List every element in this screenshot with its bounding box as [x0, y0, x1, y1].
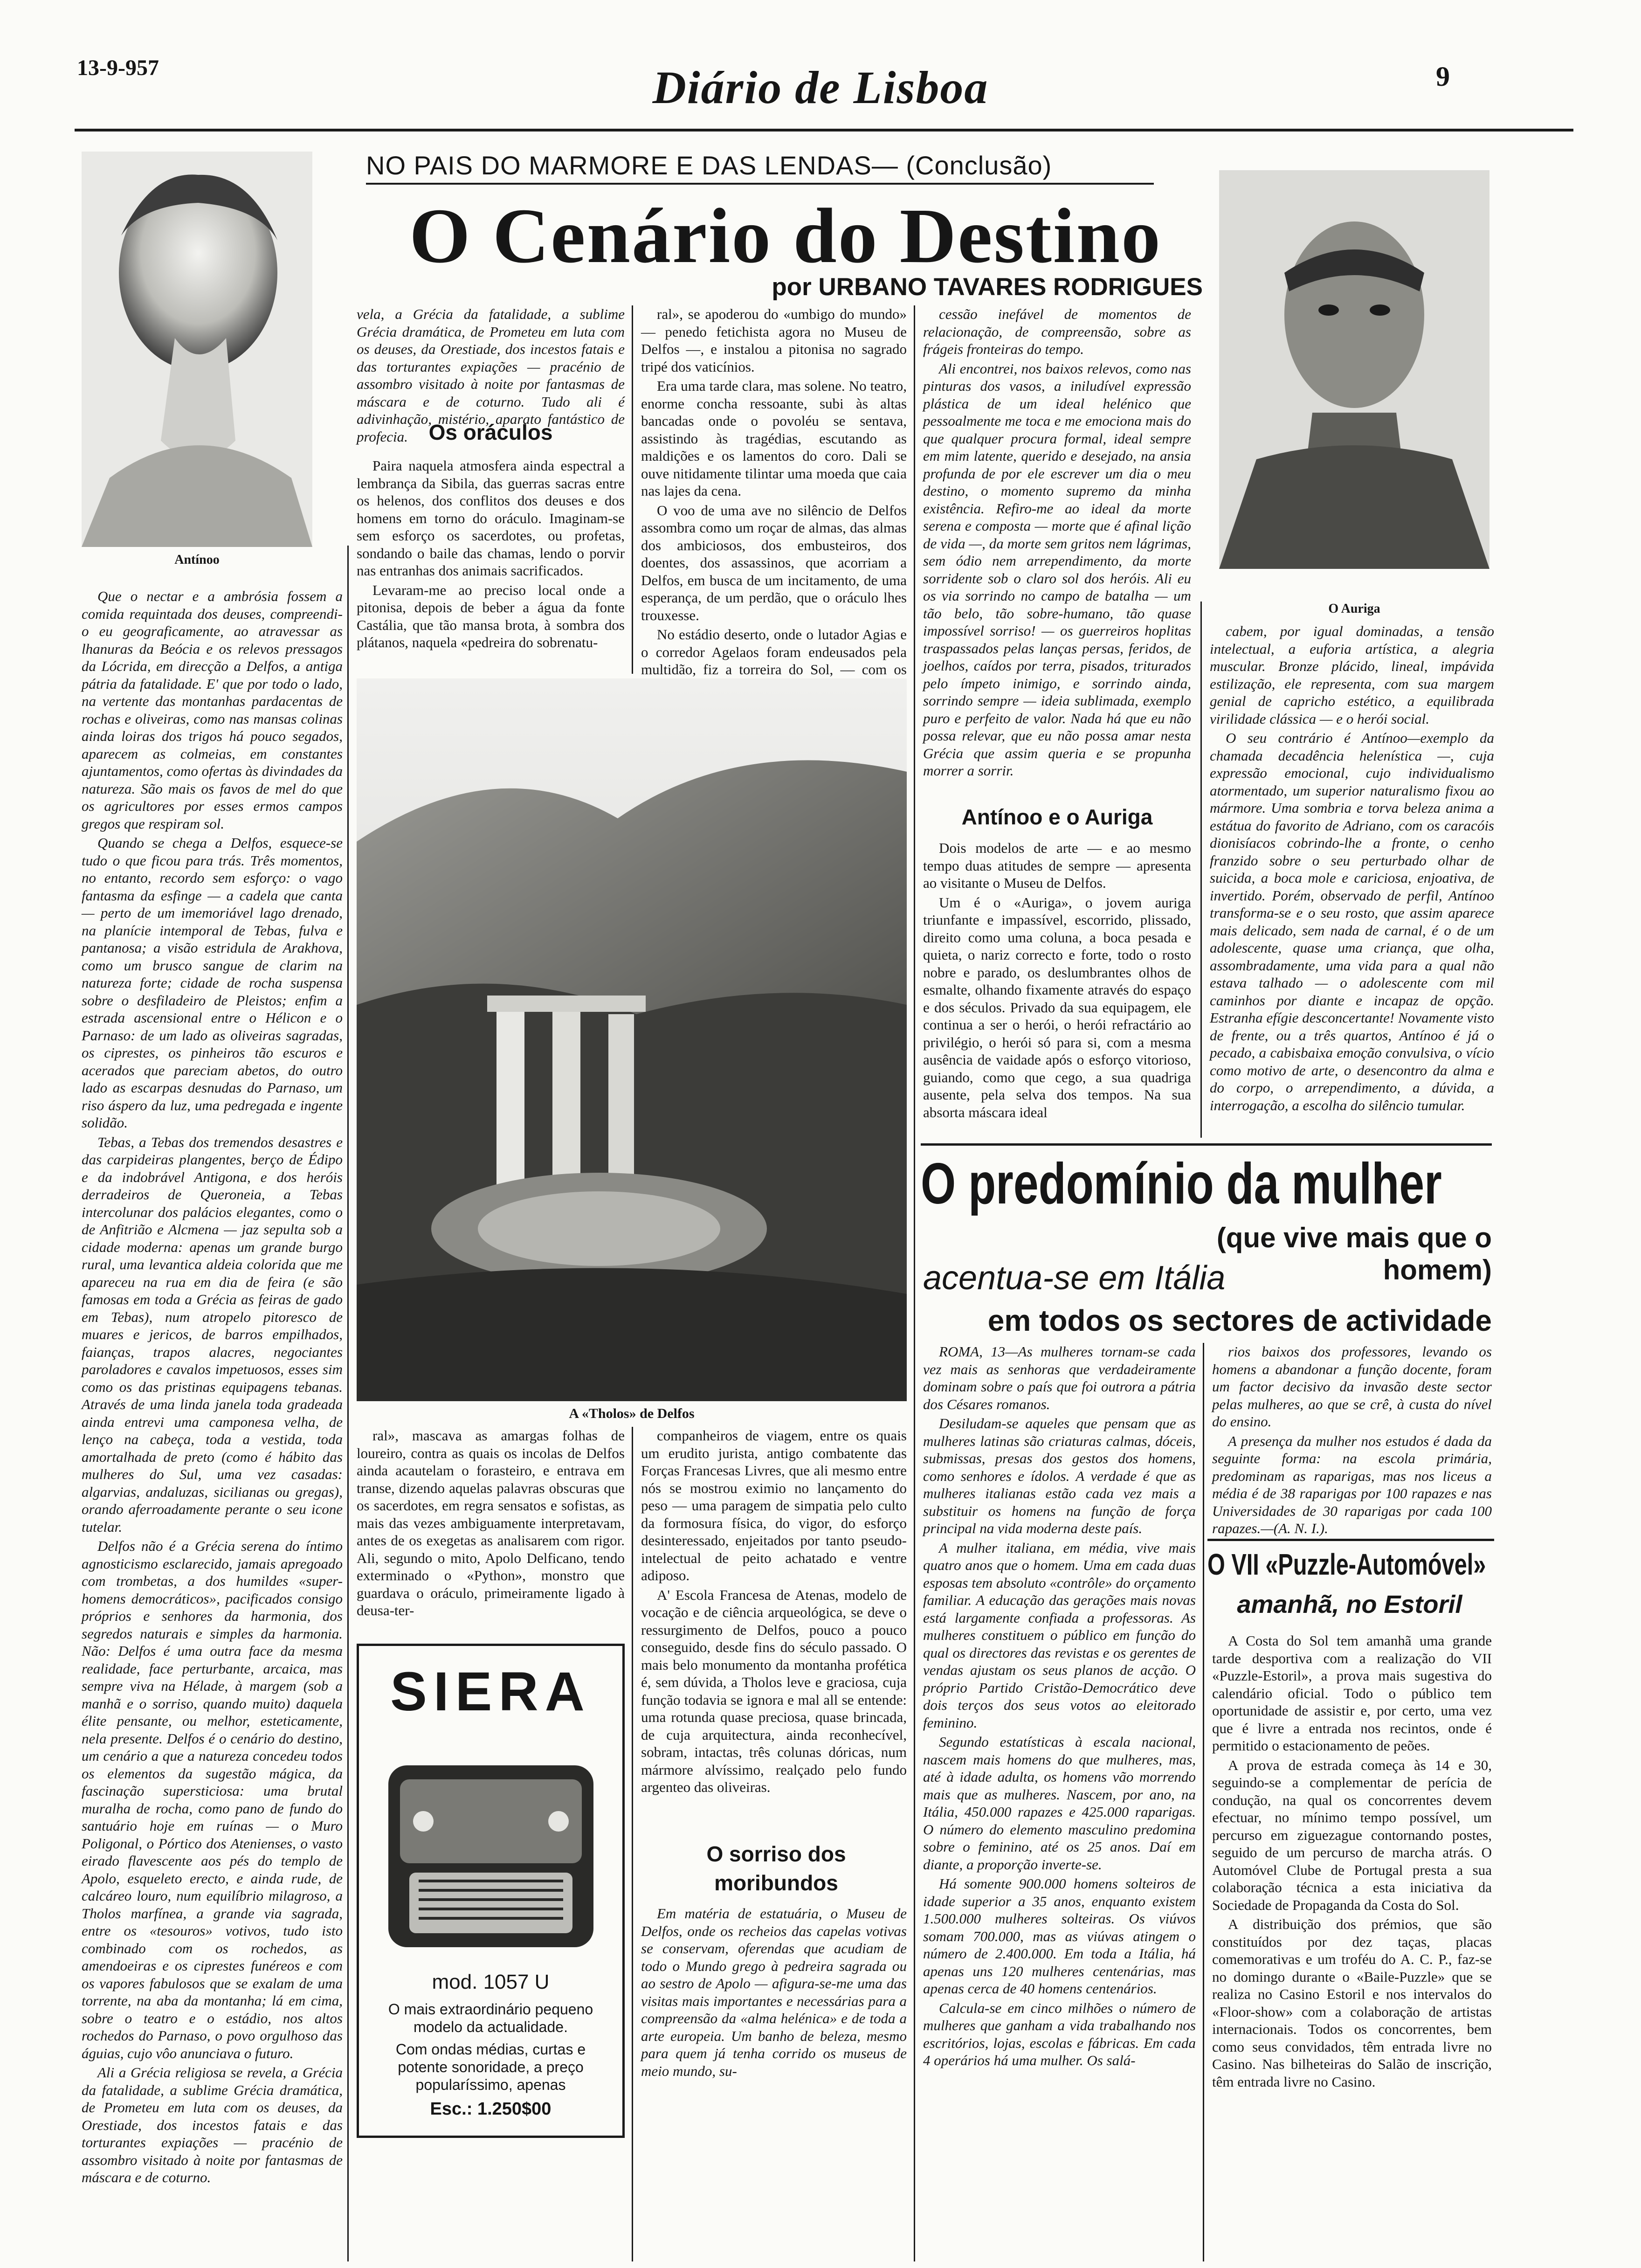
article2-deck1: acentua-se em Itália [923, 1259, 1226, 1297]
paragraph: A' Escola Francesa de Atenas, modelo de vocação e de ciência arqueológica, se deve o ressurgimento de Delfos, pouco a pouco conseguido, desde fins do século passado. O mais belo monumento da montanha profética é, sem dúvida, a Tholos leve e graciosa, cuja função todavia se ignora e mal all se entende: uma rotunda quase preciosa, quase brincada, de cuja arquitectura, ainda reconhecível, sobram, intactas, três colunas dóricas, num mármore alvíssimo, realçado pelo fundo argenteo das oliveiras. [641, 1586, 907, 1795]
article2-title: O predomínio da mulher [921, 1152, 1442, 1216]
column-rule [1200, 602, 1202, 1138]
paragraph: No estádio deserto, onde o lutador Agias e o corredor Agelaos foram endeusados pela multidão, fiz a torreira do Sol, — com os [641, 626, 907, 678]
paragraph: companheiros de viagem, entre os quais um erudito jurista, antigo combatente das Forças Francesas Livres, que ali mesmo entre nós se mostrou eximio no lançamento do peso — uma paragem de simpatia pelo culto da formosura física, do vigor, do esforço desinteressado, enjeitados por tanto pseudo-intelectual de peito achatado e ventre adiposo. [641, 1427, 907, 1583]
paragraph: O seu contrário é Antínoo—exemplo da chamada decadência helenística —, cuja expressão emocional, cujo individualismo atormentado, um superior naturalismo fixou ao mármore. Uma sombria e torva beleza anima a estátua do favorito de Adriano, com os caracóis dionisíacos cobrindo-lhe a fronte, o cenho franzido sobre o seu perturbado olhar de suicida, a boca mole e cariciosa, enjoativa, de invertido. Porém, observado de perfil, Antínoo transforma-se e o seu rosto, que assim aparece mais delicado, sem nada de carnal, é o de um adolescente, quase uma criança, que olha, assombradamente, uma vida para a qual não estava talhado — o adolescente com mil caminhos por diante e incapaz de opção. Estranha efígie desconcertante! Novamente visto de frente, ou a três quartos, Antínoo é já o pecado, a cabisbaixa emoção convulsiva, o vício como motivo de arte, o desencontro da alma e do corpo, o arrependimento, a dúvida, a interrogação, a escolha do silêncio tumular. [1210, 730, 1494, 1113]
masthead-title: Diário de Lisboa [652, 62, 989, 113]
column-rule [632, 305, 633, 674]
tholos-caption: A «Tholos» de Delfos [569, 1406, 695, 1421]
siera-ad [357, 1644, 625, 2138]
page-number: 9 [1436, 61, 1450, 92]
paragraph: Quando se chega a Delfos, esquece-se tudo o que ficou para trás. Três momentos, no entanto, recordo sem esforço: o vago fantasma da esfinge — a cadela que canta — perto de um imemoriável lago drenado, na planície intemporal de Tebas, fulva e pantanosa; a visão estridula de Arakhova, como um brusco sangue de clarim na natureza forte; cidade de rocha suspensa sobre o desfiladeiro de Pleistos; enfim a estrada ascensional entre o Hélicon e o Parnaso: de um lado as oliveiras sagradas, os ciprestes, os pinheiros tão escuros e acerados que pareciam abetos, do outro lado as escarpas desnudas do Parnaso, um riso áspero da luz, uma pedregada e ingente solidão. [82, 835, 343, 1131]
article3-body [1212, 1632, 1492, 2261]
paragraph: Segundo estatísticas à escala nacional, nascem mais homens do que mulheres, mas, até à idade adulta, os homens vão morrendo mais que as mulheres. Nascem, por ano, na Itália, 450.000 rapazes e 425.000 raparigas. O número do elemento masculino predomina sobre o feminino, até os 25 anos. Daí em diante, a proporção inverte-se. [923, 1734, 1196, 1873]
auriga-caption: O Auriga [1328, 602, 1380, 616]
kicker-text: NO PAIS DO MARMORE E DAS LENDAS— [366, 151, 898, 180]
article1-column-4 [923, 305, 1191, 800]
paragraph: Tebas, a Tebas dos tremendos desastres e das carpideiras plangentes, berço de Édipo e da indobrável Antigona, e dos heróis derradeiros de Queroneia, a Tebas intercolunar dos palácios elegantes, como o de Anfitrião e Alcmena — jaz sepulta sob a cidade moderna: apenas um grande burgo rural, uma levantica aldeia colorida que me apareceu na rua em dia de feira (e são famosas em toda a Grécia as feiras de gado em Tebas), num atropelo pitoresco de muares e jericos, de barros empilhados, faianças, trapos alacres, negociantes paroladores e cavalos impetuosos, esses sim como os das pristinas equipagens tebanas. Através de uma linda janela toda gradeada ainda entrevi uma camponesa velha, de lenço na cabeça, toda a vestida, toda amortalhada de preto (como é hábito das mulheres do Sul, uma vez casadas: algarvias, andaluzas, sicilianas ou gregas), orando aferroadamente perante o seu icone tutelar. [82, 1134, 343, 1535]
article1-column-1 [82, 588, 343, 2261]
ad-line2: Com ondas médias, curtas e potente sonoridade, a preço popularíssimo, apenas [395, 2041, 586, 2093]
paragraph: Era uma tarde clara, mas solene. No teatro, enorme concha ressoante, subi às altas bancadas onde o povoléu se sentava, assistindo às tragédias, escutando as maldições e os lamentos do coro. Dali se ouve nitidamente tilintar uma moeda que caia nas lajes da cena. [641, 378, 907, 499]
article1-column-2 [357, 457, 625, 671]
paragraph: ral», mascava as amargas folhas de loureiro, contra as quais os incolas de Delfos ainda acautelam o forasteiro, e entrava em transe, dizendo aquelas palavras obscuras que os sacerdotes, em regra sensatos e sofistas, as mais das vezes ambiguamente interpretavam, antes de os exegetas as analisarem com rigor. Ali, segundo o mito, Apolo Delficano, tendo exterminado o «Python», monstro que guardava o oráculo, primeiramente ligado à deusa-ter- [357, 1427, 625, 1618]
paragraph: ral», se apoderou do «umbigo do mundo» — penedo fetichista agora no Museu de Delfos —, e instalou a pitonisa no sagrado tripé dos vaticínios. [641, 306, 907, 375]
paragraph: Que o nectar e a ambrósia fossem a comida requintada dos deuses, compreendi-o eu geograficamente, ao atravessar as lhanuras da Beócia e os relevos pressagos da Lócrida, em direcção a Delfos, a antiga pátria da fatalidade. E' que por todo o lado, na vertente das montanhas pardacentas de rochas e oliveiras, como nas mansas colinas ainda loiras dos trigos há pouco segados, aparecem as colmeias, em constantes ajuntamentos, como ofertas às divindades da natureza. São mais os favos de mel do que os agricultores por esses ermos campos gregos que respiram sol. [82, 588, 343, 832]
paragraph: A mulher italiana, em média, vive mais quatro anos que o homem. Uma em cada duas esposas tem absoluto «contrôle» do orçamento familiar. A educação das gerações mais novas está largamente confiada a professoras. As mulheres constituem o público em função do qual os directores das revistas e os gerentes de vendas ajustam os seus planos de acção. O próprio Partido Cristão-Democrático deve dois terços dos seus votos ao eleitorado feminino. [923, 1539, 1196, 1731]
article1-column-3-sorriso [641, 1905, 907, 2259]
article2-deck2: em todos os sectores de actividade [987, 1304, 1492, 1337]
paragraph: cessão inefável de momentos de relacionação, de compreensão, sobre as frágeis fronteiras do tempo. [923, 306, 1191, 357]
paragraph: Delfos não é a Grécia serena do íntimo agnosticismo esclarecido, jamais apregoado com trombetas, a dos humildes «super-homens democráticos», pacificados consigo próprios e senhores da harmonia, dos segredos naturais e simples da harmonia. Não: Delfos é uma outra face da mesma realidade, face perturbante, arcaica, mas sempre viva na Hélade, à margem (sob a manhã e o sorriso, quando muito) daquela élite pensante, ou melhor, esteticamente, nela presente. Delfos é o cenário do destino, um cenário a que a natureza concedeu todos os elementos da sugestão mágica, da fascinação supersticiosa: uma brutal muralha de rocha, como pano de fundo do santuário hoje em ruínas — o Muro Poligonal, o Pórtico dos Atenienses, o vasto eirado flavescente aos pés do templo de Apolo, esqueleto erecto, e ainda rude, de calcáreo louro, num equilíbrio milagroso, a Tholos marfínea, a grande via sagrada, entre os «tesouros» votivos, tudo isto combinado com os rochedos, as amendoeiras e os ciprestes funéreos e com os vapores fabulosos que se exalam de uma torrente, na aba da montanha; lá em cima, sobre o teatro e o estádio, nos altos rochedos do Parnaso, o povo orgulhoso das águias, cujo vôo anunciava o futuro. [82, 1538, 343, 2061]
article1-title: O Cenário do Destino [409, 193, 1162, 279]
article1-column-5 [1210, 622, 1494, 1140]
ad-line1: O mais extraordinário pequeno modelo da actualidade. [388, 2001, 593, 2035]
auriga-photo [1219, 170, 1489, 569]
ad-brand: SIERA [390, 1661, 591, 1722]
kicker-rule [366, 183, 1154, 185]
article1-kicker [366, 150, 1052, 180]
paragraph: Desiludam-se aqueles que pensam que as mulheres latinas são criaturas calmas, dóceis, submissas, presas dos gestos dos homens, como senhores e ídolos. A verdade é que as mulheres italianas estão cada vez mais a substituir os homens na função de força principal na vida moderna deste país. [923, 1415, 1196, 1536]
article3-subtitle: amanhã, no Estoril [1237, 1590, 1462, 1618]
paragraph: ROMA, 13—As mulheres tornam-se cada vez mais as senhoras que verdadeiramente dominam sobre o país que foi outrora a pátria dos Césares romanos. [923, 1343, 1196, 1412]
paragraph: Em matéria de estatuária, o Museu de Delfos, onde os recheios das capelas votivas se conservam, oferendas que acudiam de todo o Mundo grego à pedreira sagrada ou ao sestro de Apolo — afigura-se-me uma das visitas mais importantes e necessárias para a compreensão da «alma helénica» e de toda a arte europeia. Um banho de beleza, mesmo para quem já tenha corrido os museus de meio mundo, su- [641, 1905, 907, 2079]
column-rule [1203, 1343, 1204, 2261]
column-rule [632, 1427, 633, 2261]
article1-column-2-top: vela, a Grécia da fatalidade, a sublime Grécia dramática, de Prometeu em luta com os deuses, da Orestiade, dos incestos fatais e das torturantes expiações — pracénio de assombro visitado à noite por fantasmas de máscara e de coturno. Tudo ali é adivinhação, mistério, aparato fantástico de profecia. [357, 306, 625, 445]
paragraph: Calcula-se em cinco milhões o número de mulheres que ganham a vida trabalhando nos escritórios, lojas, escolas e fábricas. Em cada 4 operários há uma mulher. Os salá- [923, 1999, 1196, 2068]
paragraph: Levaram-me ao preciso local onde a pitonisa, depois de beber a água da fonte Castália, que tão mansa brota, à sombra dos plátanos, naquela «pedreira do sobrenatu- [357, 581, 625, 650]
column-rule [914, 1145, 915, 2261]
article2-top-rule [921, 1143, 1492, 1146]
paragraph: cabem, por igual dominadas, a tensão intelectual, a euforia artística, a alegria muscular. Bronze plácido, lineal, impávida estilização, ele representa, com sua margem genial de capricho estético, a equilibrada virilidade clássica — e o herói social. [1210, 623, 1494, 727]
paragraph: O voo de uma ave no silêncio de Delfos assombra como um roçar de almas, das almas dos ambiciosos, dos embusteiros, dos doentes, dos assassinos, que acorriam a Delfos, em busca de um incitamento, de uma esperança, de um perdão, que o oráculo lhes trouxesse. [641, 502, 907, 623]
paragraph: Ali encontrei, nos baixos relevos, como nas pinturas dos vasos, a iniludível expressão plástica de um ideal helénico que pessoalmente me toca e me emociona mais do que qualquer procura formal, ideal sempre em mim latente, querido e desejado, na ansia profunda de por ele escrever um dia o meu destino, o momento supremo da minha existência. Refiro-me ao ideal da morte serena e composta — morte que é afinal lição de vida —, da morte sem gritos nem lágrimas, sem ódio nem arrependimento, da morte sorridente sob o claro sol dos heróis. Ali eu os via sorrindo no campo de batalha — um tão belo, tão sobre-humano, tão quase impossível sorriso! — os guerreiros hoplitas traspassados pelas lanças persas, feridos, de joelhos, caídos por terra, pisados, triturados pelo ímpeto inimigo, e sorrindo ainda, sorrindo sempre — ideia sublimada, exemplo puro e perfeito de valor. Nada há que eu não possa relevar, que eu não possa amar nesta Grécia que assim queria e se propunha morrer a sorrir. [923, 360, 1191, 779]
ad-model: mod. 1057 U [432, 1971, 550, 1993]
article3-top-rule [1207, 1539, 1494, 1541]
subhead-sorriso: O sorriso dos moribundos [706, 1842, 846, 1895]
subhead-oraculos: Os oráculos [428, 420, 553, 444]
column-rule [914, 305, 915, 1145]
article1-column-3-bottom [641, 1427, 907, 1837]
paragraph: Um é o «Auriga», o jovem auriga triunfante e impassível, escorrido, plissado, direito como uma coluna, a boca pesada e quieta, o nariz correcto e forte, todo o rosto nobre e parado, os deslumbrantes olhos de esmalte, olhando fixamente através do espaço e dos séculos. Privado da sua equipagem, ele continua a ser o herói, o herói refractário ao privilégio, o herói só para si, com a mesma ausência de vaidade após o esforço vitorioso, guiando, como que cego, a sua quadriga ausente, pela selva dos tempos. Na sua absorta máscara ideal [923, 894, 1191, 1120]
paragraph: Ali a Grécia religiosa se revela, a Grécia da fatalidade, a sublime Grécia dramática, de Prometeu em luta com os deuses, da Orestiade, dos incestos fatais e das torturantes expiações — pracénio de assombro visitado à noite por fantasmas de máscara e de coturno. [82, 2064, 343, 2185]
paragraph: A prova de estrada começa às 14 e 30, seguindo-se a complementar de perícia de condução, na qual os concorrentes devem efectuar, no mínimo tempo possível, um percurso em ziguezague contornando postes, seguido de um percurso de marcha atrás. O Automóvel Clube de Portugal presta a sua colaboração técnica a esta iniciativa da Sociedade de Propaganda da Costa do Sol. [1212, 1756, 1492, 1913]
article1-column-2-bottom [357, 1427, 625, 1632]
masthead-rule [75, 129, 1573, 131]
article3-title: O VII «Puzzle-Automóvel» [1207, 1548, 1486, 1581]
article1-column-3 [641, 305, 907, 678]
paragraph: Paira naquela atmosfera ainda espectral a lembrança da Sibila, das guerras sacras entre os helenos, dos conflitos dos deuses e dos homens em torno do oráculo. Imaginam-se sem esforço os sacerdotes, ou profetas, sondando o baile das chamas, lendo o porvir nas entranhas dos animais sacrificados. [357, 457, 625, 579]
paragraph: Dois modelos de arte — e ao mesmo tempo duas atitudes de sempre — apresenta ao visitante o Museu de Delfos. [923, 840, 1191, 891]
column-rule [347, 546, 349, 2261]
paragraph: Há somente 900.000 homens solteiros de idade superior a 35 anos, enquanto existem 1.500.000 mulheres solteiras. Os viúvos somam 700.000, mas as viúvas atingem o número de 2.400.000. Em toda a Itália, há apenas uns 120 mulheres centenárias, mas apenas cerca de 40 homens centenários. [923, 1875, 1196, 1997]
tholos-photo [357, 678, 907, 1401]
kicker-note: (Conclusão) [906, 151, 1052, 180]
article2-subtitle: (que vive mais que o homem) [1216, 1222, 1492, 1286]
article1-byline: por URBANO TAVARES RODRIGUES [772, 273, 1203, 301]
paragraph: A presença da mulher nos estudos é dada da seguinte forma: na escola primária, predominam as raparigas, mas nos liceus a média é de 38 raparigas por 100 rapazes e nas Universidades de 30 raparigas por cada 100 rapazes.—(A. N. I.). [1212, 1432, 1492, 1536]
paragraph: rios baixos dos professores, levando os homens a abandonar a função docente, foram um factor decisivo da invasão deste sector pelas mulheres, ao que se crê, à custa do nível do ensino. [1212, 1343, 1492, 1430]
antinoo-photo [82, 152, 312, 547]
subhead-antinoo-auriga: Antínoo e o Auriga [961, 805, 1153, 829]
paragraph: A distribuição dos prémios, que são constituídos por dez taças, placas comemorativas e um troféu do A. C. P., faz-se no domingo durante o «Baile-Puzzle» que se realiza no Casino Estoril e nos intervalos do «Floor-show» com a colaboração de artistas internacionais. Todos os concorrentes, bem como seus convidados, têm entrada livre no Casino. Nas bilheteiras do Salão de inscrição, têm entrada livre no Casino. [1212, 1916, 1492, 2090]
article2-column-a [923, 1343, 1196, 2261]
paragraph: A Costa do Sol tem amanhã uma grande tarde desportiva com a realização do VII «Puzzle-Estoril», a prova mais sugestiva do calendário oficial. Todo o público tem oportunidade de assistir e, por certo, uma vez que é livre a entrada nos recintos, onde é permitido o estacionamento de peões. [1212, 1632, 1492, 1754]
article2-column-b [1212, 1343, 1492, 1536]
ad-price: Esc.: 1.250$00 [430, 2099, 552, 2119]
antinoo-caption: Antínoo [174, 553, 220, 567]
radio-illustration [381, 1737, 600, 1961]
article1-column-4-bottom [923, 839, 1191, 1138]
masthead-date: 13-9-957 [77, 55, 159, 80]
